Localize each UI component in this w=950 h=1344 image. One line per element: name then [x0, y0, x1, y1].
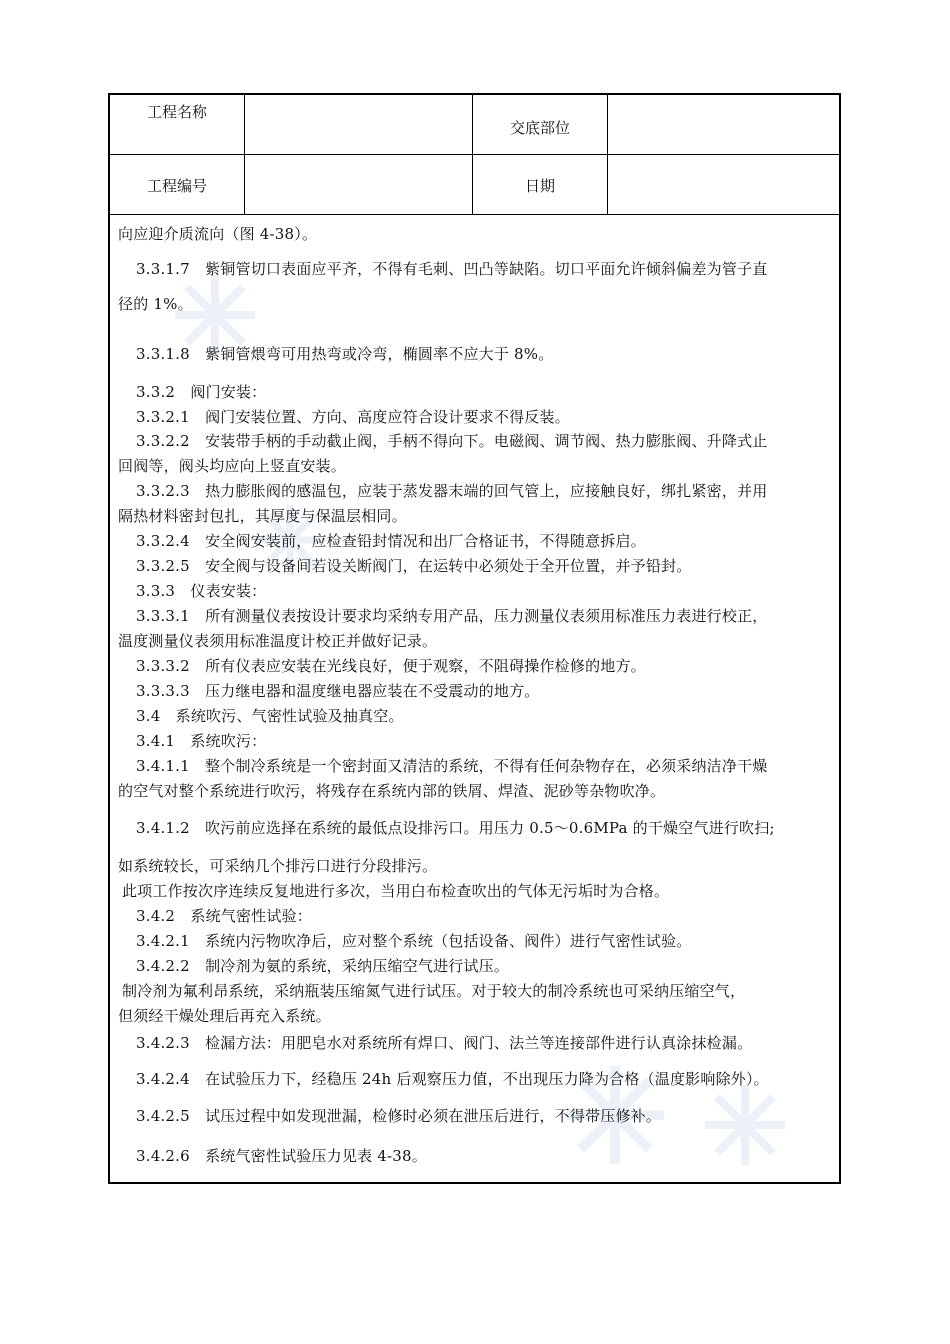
header-divider — [244, 95, 245, 215]
handover-part-label: 交底部位 — [509, 119, 570, 137]
project-name-label: 工程名称 — [146, 103, 207, 121]
text-line: 3.4.1.2 吹污前应选择在系统的最低点设排污口。用压力 0.5～0.6MPa 的干燥空气进行吹扫; — [136, 819, 775, 837]
text-line: 3.4.1.1 整个制冷系统是一个密封面又清洁的系统，不得有任何杂物存在，必须采纳洁净干燥 — [136, 757, 768, 775]
text-line: 3.4.1 系统吹污： — [136, 732, 267, 750]
text-line: 3.3.1.8 紫铜管煨弯可用热弯或冷弯，椭圆率不应大于 8%。 — [136, 345, 554, 363]
header-divider — [607, 95, 608, 215]
text-line: 3.3.2.2 安装带手柄的手动截止阀，手柄不得向下。电磁阀、调节阀、热力膨胀阀、升降式止 — [136, 432, 768, 450]
text-line: 径的 1%。 — [118, 295, 193, 313]
body-text — [110, 215, 839, 1182]
text-line: 隔热材料密封包扎，其厚度与保温层相同。 — [118, 507, 407, 525]
text-line: 但须经干燥处理后再充入系统。 — [118, 1007, 331, 1025]
text-line: 3.4.2.4 在试验压力下，经稳压 24h 后观察压力值，不出现压力降为合格（温度影响除外）。 — [136, 1070, 769, 1088]
text-line: 3.4.2.6 系统气密性试验压力见表 4-38。 — [136, 1147, 427, 1165]
text-line: 3.3.1.7 紫铜管切口表面应平齐，不得有毛刺、凹凸等缺陷。切口平面允许倾斜偏差为管子直 — [136, 260, 768, 278]
text-line: 的空气对整个系统进行吹污，将残存在系统内部的铁屑、焊渣、泥砂等杂物吹净。 — [118, 782, 666, 800]
text-line: 3.4.2.5 试压过程中如发现泄漏，检修时必须在泄压后进行，不得带压修补。 — [136, 1107, 662, 1125]
text-line: 3.3.3.2 所有仪表应安装在光线良好，便于观察，不阻碍操作检修的地方。 — [136, 657, 646, 675]
text-line: 如系统较长，可采纳几个排污口进行分段排污。 — [118, 857, 438, 875]
text-line: 3.3.2 阀门安装： — [136, 383, 267, 401]
text-line: 3.3.3 仪表安装： — [136, 582, 267, 600]
text-line: 3.3.3.1 所有测量仪表按设计要求均采纳专用产品，压力测量仪表须用标准压力表进行校正， — [136, 607, 768, 625]
date-label: 日期 — [524, 177, 555, 195]
text-line: 3.3.3.3 压力继电器和温度继电器应装在不受震动的地方。 — [136, 682, 540, 700]
text-line: 3.4.2.2 制冷剂为氨的系统，采纳压缩空气进行试压。 — [136, 957, 510, 975]
text-line: 3.3.2.4 安全阀安装前，应检查铅封情况和出厂合格证书，不得随意拆启。 — [136, 532, 646, 550]
text-line: 3.4.2.3 检漏方法：用肥皂水对系统所有焊口、阀门、法兰等连接部件进行认真涂抹检漏。 — [136, 1034, 753, 1052]
text-line: 回阀等，阀头均应向上竖直安装。 — [118, 457, 347, 475]
text-line: 制冷剂为氟利昂系统，采纳瓶装压缩氮气进行试压。对于较大的制冷系统也可采纳压缩空气， — [122, 982, 746, 1000]
text-line: 3.3.2.5 安全阀与设备间若设关断阀门，在运转中必须处于全开位置，并予铅封。 — [136, 557, 692, 575]
text-line: 此项工作按次序连续反复地进行多次，当用白布检查吹出的气体无污垢时为合格。 — [122, 882, 670, 900]
text-line: 向应迎介质流向（图 4-38）。 — [118, 225, 318, 243]
text-line: 3.4.2 系统气密性试验： — [136, 907, 312, 925]
text-line: 3.4 系统吹污、气密性试验及抽真空。 — [136, 707, 404, 725]
disclosure-sheet — [108, 93, 841, 1184]
project-no-label: 工程编号 — [146, 177, 207, 195]
text-line: 温度测量仪表须用标准温度计校正并做好记录。 — [118, 632, 438, 650]
text-line: 3.3.2.1 阀门安装位置、方向、高度应符合设计要求不得反装。 — [136, 408, 570, 426]
text-line: 3.3.2.3 热力膨胀阀的感温包，应装于蒸发器末端的回气管上，应接触良好，绑扎紧密，并用 — [136, 482, 768, 500]
header-divider — [472, 95, 473, 215]
text-line: 3.4.2.1 系统内污物吹净后，应对整个系统（包括设备、阀件）进行气密性试验。 — [136, 932, 692, 950]
